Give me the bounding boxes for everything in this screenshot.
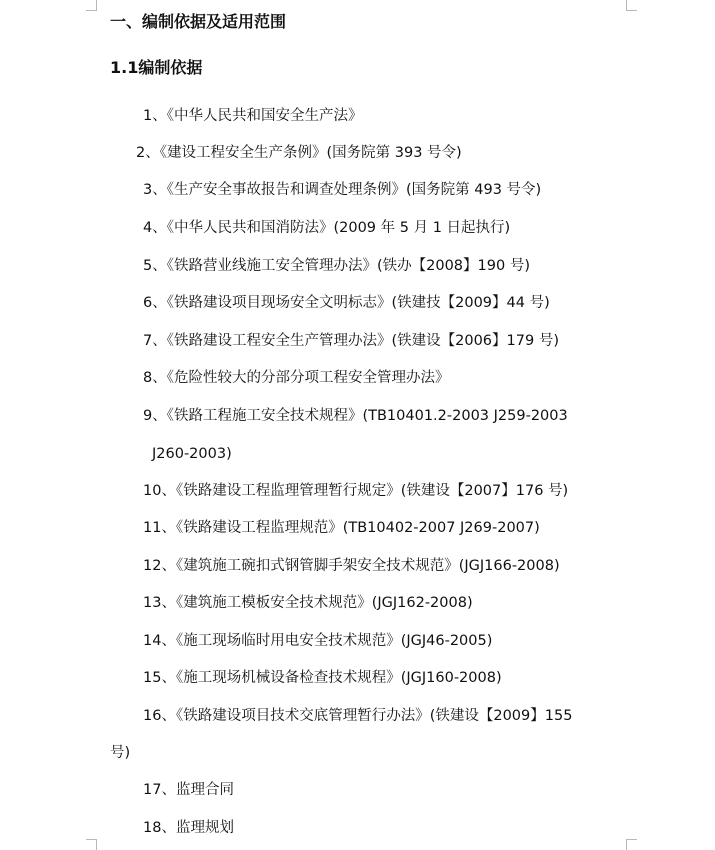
reference-item-9-continuation: J260-2003)	[152, 446, 232, 462]
reference-item-16-continuation: 号)	[110, 745, 131, 761]
reference-item-2: 2、《建设工程安全生产条例》(国务院第 393 号令)	[136, 145, 462, 161]
margin-corner-mark	[626, 839, 637, 850]
reference-item-1: 1、《中华人民共和国安全生产法》	[143, 108, 363, 124]
reference-item-6: 6、《铁路建设项目现场安全文明标志》(铁建技【2009】44 号)	[143, 295, 550, 311]
subsection-heading: 1.1编制依据	[110, 58, 203, 77]
reference-item-18: 18、监理规划	[143, 820, 234, 836]
reference-item-11: 11、《铁路建设工程监理规范》(TB10402-2007 J269-2007)	[143, 520, 540, 536]
reference-item-3: 3、《生产安全事故报告和调查处理条例》(国务院第 493 号令)	[143, 182, 542, 198]
reference-item-7: 7、《铁路建设工程安全生产管理办法》(铁建设【2006】179 号)	[143, 333, 559, 349]
reference-item-10: 10、《铁路建设工程监理管理暂行规定》(铁建设【2007】176 号)	[143, 483, 569, 499]
reference-item-16: 16、《铁路建设项目技术交底管理暂行办法》(铁建设【2009】155	[143, 708, 573, 724]
reference-item-5: 5、《铁路营业线施工安全管理办法》(铁办【2008】190 号)	[143, 258, 530, 274]
margin-corner-mark	[626, 0, 637, 11]
margin-corner-mark	[86, 0, 97, 11]
reference-item-14: 14、《施工现场临时用电安全技术规范》(JGJ46-2005)	[143, 633, 493, 649]
reference-item-12: 12、《建筑施工碗扣式钢管脚手架安全技术规范》(JGJ166-2008)	[143, 558, 560, 574]
reference-item-9: 9、《铁路工程施工安全技术规程》(TB10401.2-2003 J259-2003	[143, 408, 568, 424]
reference-item-15: 15、《施工现场机械设备检查技术规程》(JGJ160-2008)	[143, 670, 502, 686]
margin-corner-mark	[86, 839, 97, 850]
reference-item-17: 17、监理合同	[143, 782, 234, 798]
section-heading: 一、编制依据及适用范围	[110, 12, 287, 31]
reference-item-13: 13、《建筑施工模板安全技术规范》(JGJ162-2008)	[143, 595, 473, 611]
reference-item-4: 4、《中华人民共和国消防法》(2009 年 5 月 1 日起执行)	[143, 220, 511, 236]
reference-item-8: 8、《危险性较大的分部分项工程安全管理办法》	[143, 370, 450, 386]
